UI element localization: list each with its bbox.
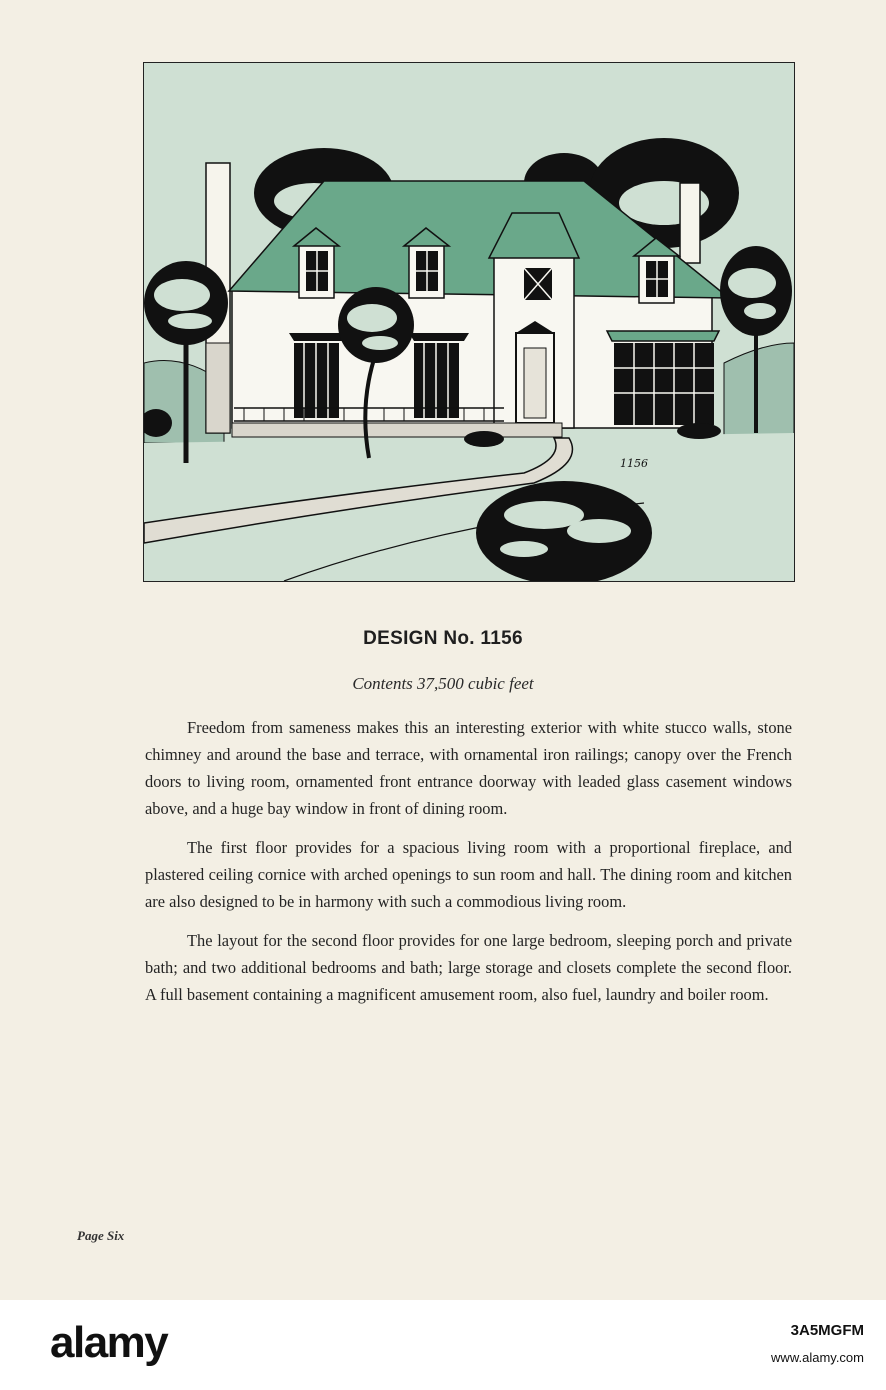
lawn — [144, 433, 794, 581]
footer-url: www.alamy.com — [771, 1350, 864, 1365]
illustration-label: 1156 — [620, 457, 648, 470]
alamy-logo: alamy — [50, 1318, 168, 1367]
design-title: DESIGN No. 1156 — [363, 628, 523, 649]
paragraph-2: The first floor provides for a spacious living room with a proportional fireplace, and plastered ceiling cornice with arched openings to sun room and hall. The dining room and kitchen are also designed to be in harmony with such a commodious living room. — [145, 838, 792, 911]
paragraph-1: Freedom from sameness makes this an interesting exterior with white stucco walls, stone chimney and around the base and terrace, with ornamental iron railings; canopy over the French doors to living room, ornamented front entrance doorway with leaded glass casement windows above, and a huge bay window in front of dining room. — [145, 718, 792, 818]
house-illustration — [143, 62, 795, 582]
design-subtitle: Contents 37,500 cubic feet — [352, 674, 534, 693]
paragraph-3: The layout for the second floor provides for one large bedroom, sleeping porch and private bath; and two additional bedrooms and bath; large storage and closets complete the second floor. A full basement containing a magnificent amusement room, also fuel, laundry and boiler room. — [145, 931, 792, 1004]
front-bush — [476, 481, 652, 581]
image-id: 3A5MGFM — [790, 1322, 864, 1339]
page-number-label: Page Six — [77, 1228, 125, 1243]
description — [145, 714, 792, 1020]
watermark-footer — [0, 1300, 886, 1390]
